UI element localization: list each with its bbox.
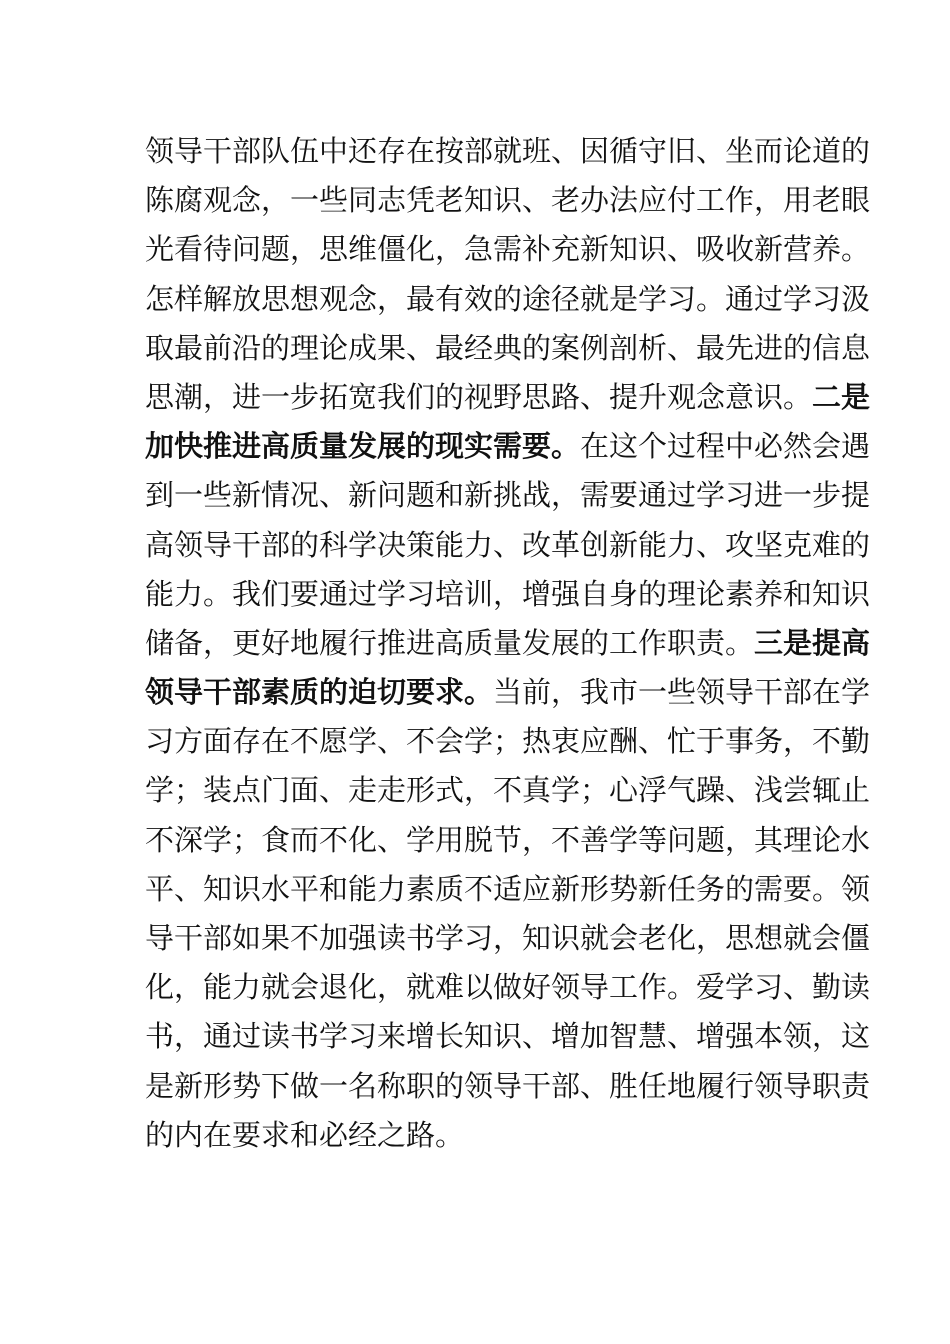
text-line xyxy=(145,373,871,422)
body-text: 能力。我们要通过学习培训，增强自身的理论素养和知识 xyxy=(145,576,871,611)
body-text: 到一些新情况、新问题和新挑战，需要通过学习进一步提 xyxy=(145,478,871,513)
body-text: 当前，我市一些领导干部在学 xyxy=(493,675,871,710)
text-line xyxy=(145,1012,871,1061)
body-text: 的内在要求和必经之路。 xyxy=(145,1117,465,1152)
body-text: 是新形势下做一名称职的领导干部、胜任地履行领导职责 xyxy=(145,1068,871,1103)
body-text: 取最前沿的理论成果、最经典的案例剖析、最先进的信息 xyxy=(145,330,871,365)
body-text: 光看待问题，思维僵化，急需补充新知识、吸收新营养。 xyxy=(145,232,871,267)
body-text: 储备，更好地履行推进高质量发展的工作职责。 xyxy=(145,625,755,660)
bold-heading-text: 二是 xyxy=(812,379,871,414)
text-line xyxy=(145,963,871,1012)
text-line xyxy=(145,521,871,570)
body-text: 平、知识水平和能力素质不适应新形势新任务的需要。领 xyxy=(145,871,871,906)
text-line xyxy=(145,717,871,766)
text-line xyxy=(145,1062,871,1111)
text-line xyxy=(145,668,871,717)
bold-heading-text: 领导干部素质的迫切要求。 xyxy=(145,675,494,710)
text-line xyxy=(145,176,871,225)
body-text: 导干部如果不加强读书学习，知识就会老化，思想就会僵 xyxy=(145,921,871,955)
body-text: 习方面存在不愿学、不会学；热衷应酬、忙于事务，不勤 xyxy=(145,724,871,759)
body-text: 化，能力就会退化，就难以做好领导工作。爱学习、勤读 xyxy=(145,970,871,1005)
text-line xyxy=(145,816,871,865)
body-text: 高领导干部的科学决策能力、改革创新能力、攻坚克难的 xyxy=(145,527,871,562)
text-line xyxy=(145,471,871,520)
body-text: 领导干部队伍中还存在按部就班、因循守旧、坐而论道的 xyxy=(145,134,871,168)
text-line xyxy=(145,766,871,815)
bold-heading-text: 加快推进高质量发展的现实需要。 xyxy=(145,429,581,464)
body-text: 不深学；食而不化、学用脱节，不善学等问题，其理论水 xyxy=(145,822,871,857)
text-line xyxy=(145,914,871,963)
body-text: 怎样解放思想观念，最有效的途径就是学习。通过学习汲 xyxy=(145,281,871,316)
text-line xyxy=(145,225,871,274)
body-text: 在这个过程中必然会遇 xyxy=(580,429,871,464)
body-text: 思潮，进一步拓宽我们的视野思路、提升观念意识。 xyxy=(145,379,813,414)
text-line xyxy=(145,865,871,914)
text-line xyxy=(145,619,871,668)
body-text: 学；装点门面、走走形式，不真学；心浮气躁、浅尝辄止 xyxy=(145,773,871,808)
body-text: 陈腐观念，一些同志凭老知识、老办法应付工作，用老眼 xyxy=(145,183,871,218)
text-line xyxy=(145,1111,810,1160)
text-line xyxy=(145,324,871,373)
document-body xyxy=(145,127,871,1160)
text-line xyxy=(145,570,871,619)
text-line xyxy=(145,275,871,324)
bold-heading-text: 三是提高 xyxy=(754,625,871,660)
body-text: 书，通过读书学习来增长知识、增加智慧、增强本领，这 xyxy=(145,1019,871,1054)
text-line xyxy=(145,127,871,176)
text-line xyxy=(145,422,871,471)
